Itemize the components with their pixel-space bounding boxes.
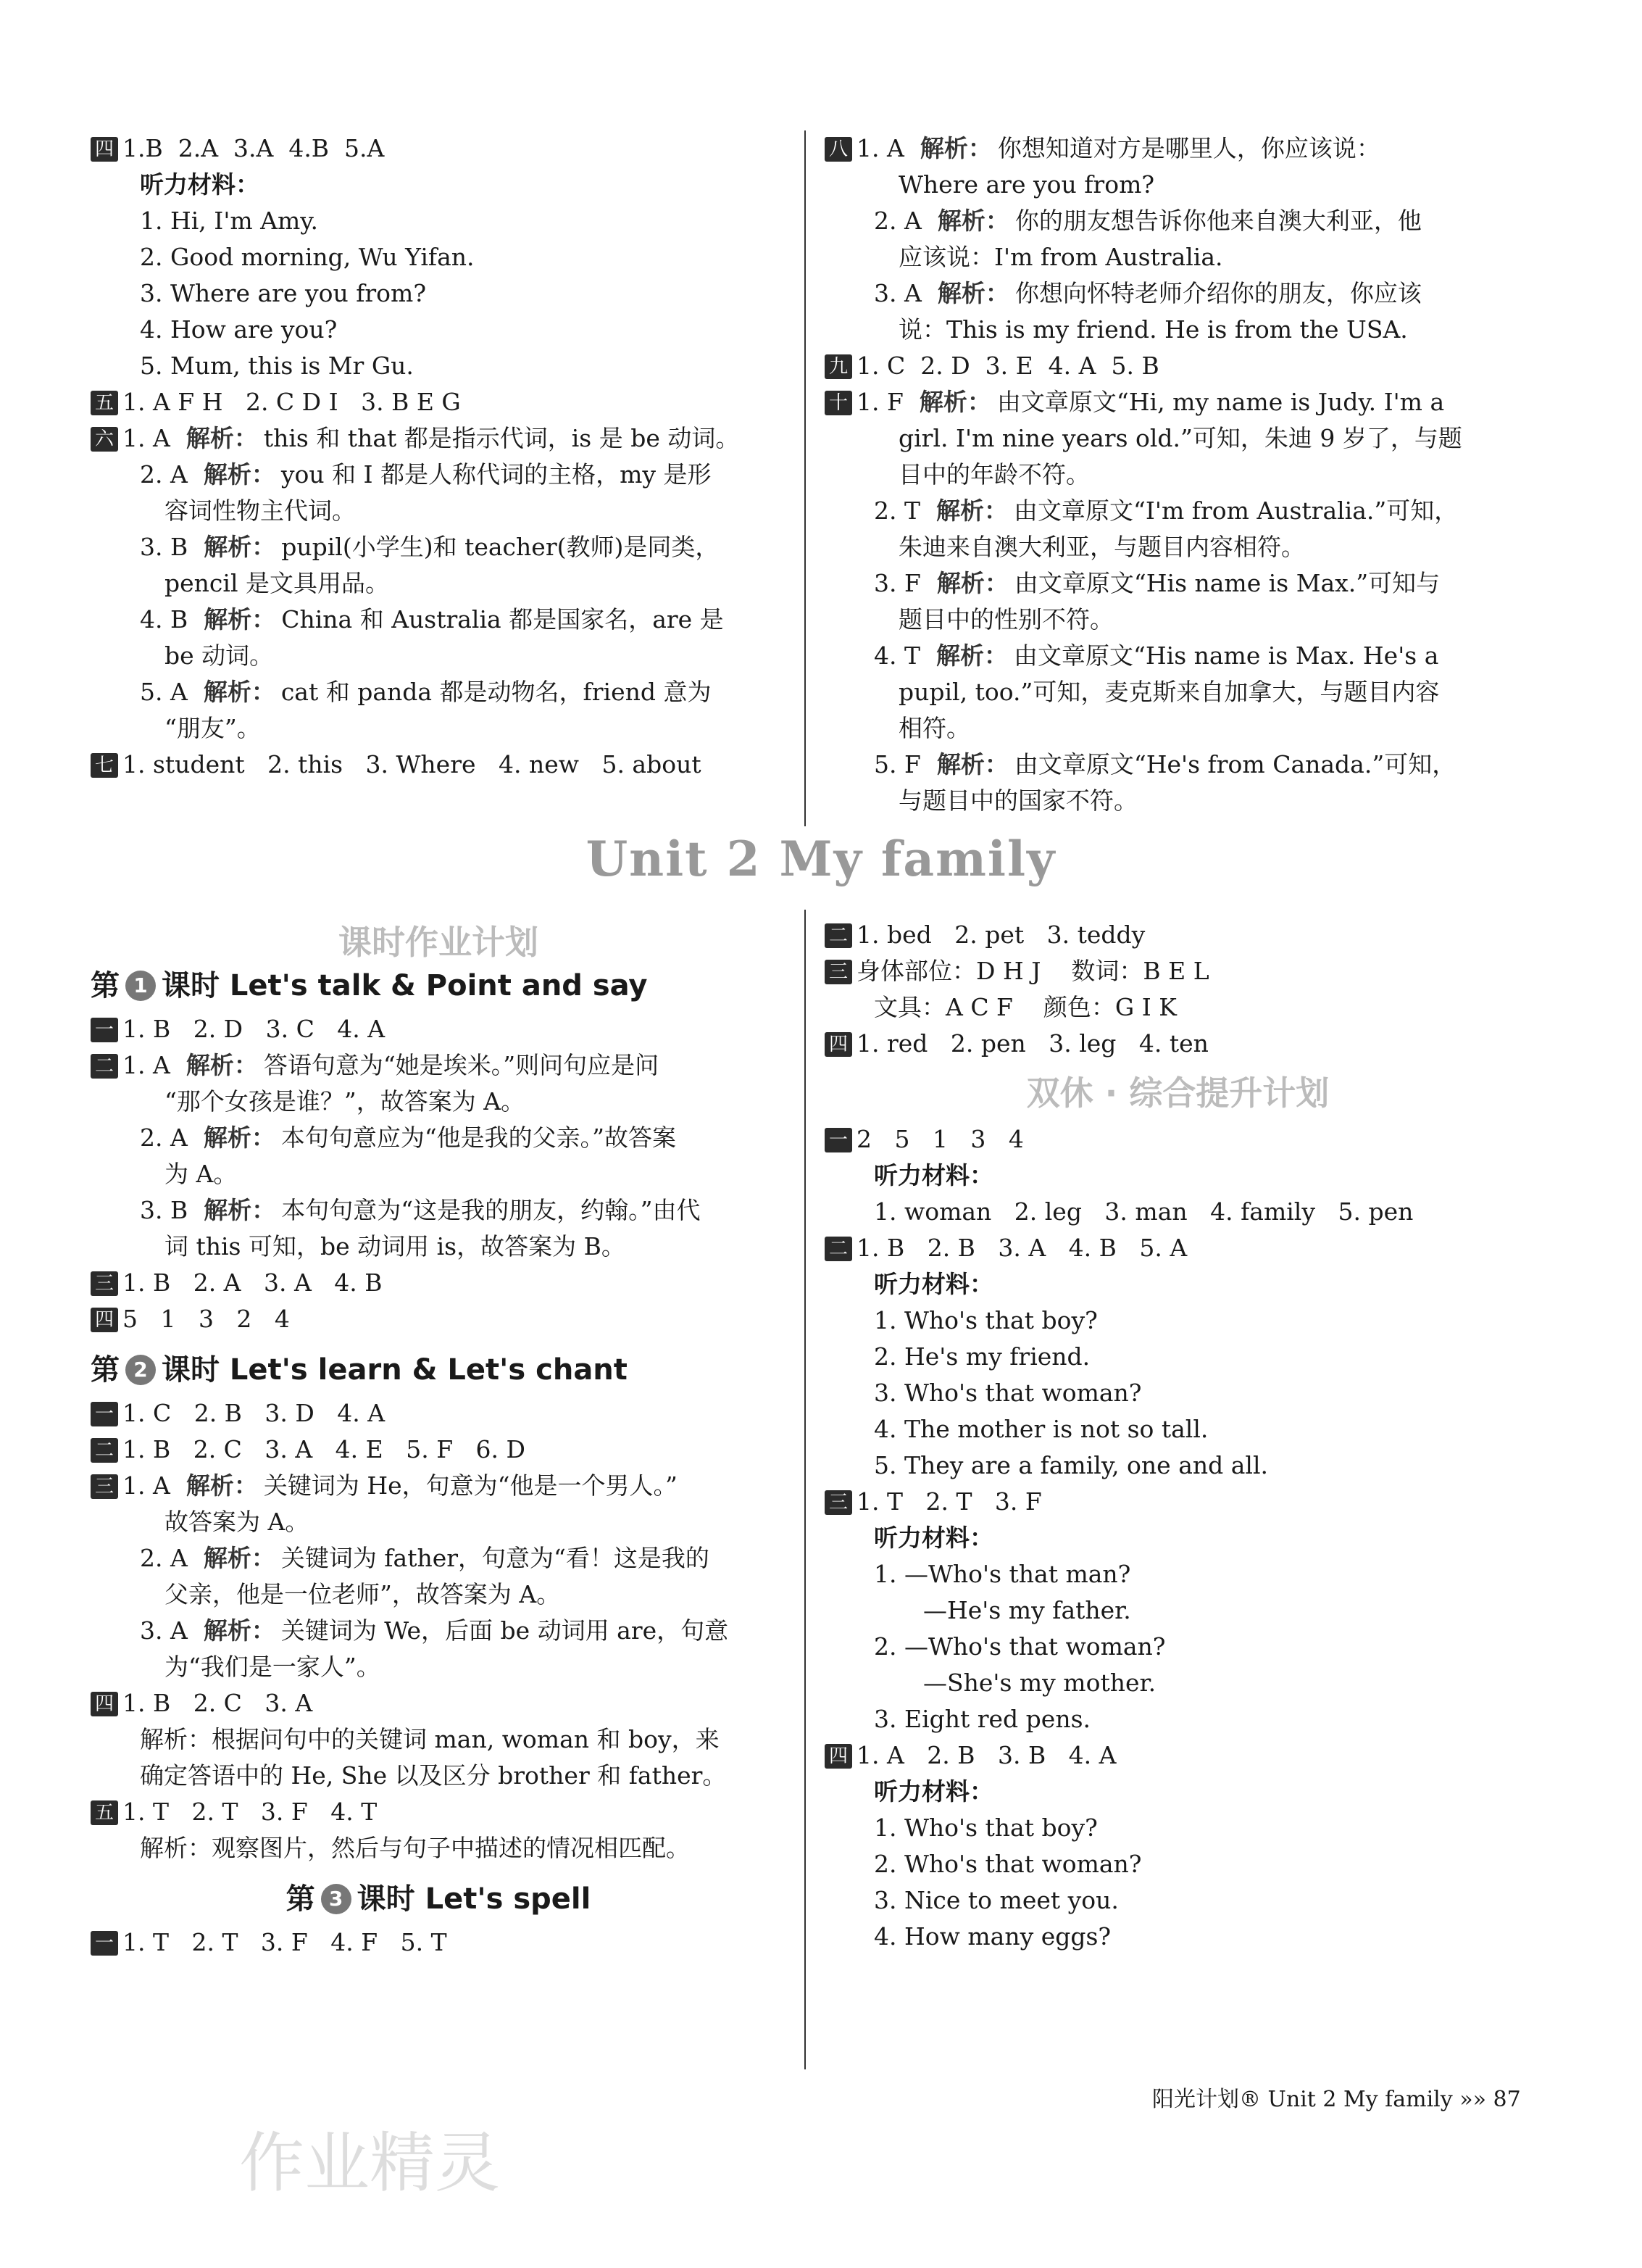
answer-text: 为 A。 [164, 1160, 238, 1188]
lesson-2-number: 2 [125, 1355, 156, 1385]
answer-line [91, 1468, 786, 1504]
watermark: 作业精灵 [239, 2125, 500, 2201]
answer-line [825, 1026, 1531, 1062]
lesson-3-number: 3 [321, 1884, 351, 1914]
answer-line [91, 747, 786, 783]
lesson-2-pre: 第 [91, 1353, 120, 1387]
lesson-2-title [91, 1345, 786, 1395]
answer-text: 4. How are you? [140, 315, 338, 344]
answer-text: 2. He's my friend. [874, 1342, 1091, 1371]
answer-text: —He's my father. [923, 1596, 1131, 1624]
analysis-label: 解析： [936, 497, 1008, 525]
answer-line [91, 1685, 786, 1721]
lesson-1-number: 1 [125, 971, 156, 1001]
answer-line [91, 348, 786, 384]
answer-text: 1. A F H 2. C D I 3. B E G [122, 388, 461, 416]
answer-text: 5. F [874, 750, 921, 778]
answer-text: 3. Nice to meet you. [874, 1886, 1119, 1914]
analysis-label: 解析： [204, 605, 276, 634]
answer-text: 2. T [874, 497, 920, 525]
answer-text: 2. Good morning, Wu Yifan. [140, 243, 475, 271]
left-top-answers [91, 130, 786, 783]
answer-line [825, 457, 1531, 493]
answer-line [825, 783, 1531, 819]
answer-text: 5. A [140, 678, 188, 706]
analysis-text: pupil(小学生)和 teacher(教师)是同类， [281, 533, 720, 561]
answer-text: 为“我们是一家人”。 [164, 1653, 380, 1681]
answer-text: “那个女孩是谁？”，故答案为 A。 [164, 1087, 525, 1116]
section-number: 八 [825, 137, 852, 162]
answer-text: 目中的年龄不符。 [899, 460, 1090, 489]
section-number: 九 [825, 354, 852, 379]
answer-text: 题目中的性别不符。 [899, 605, 1114, 634]
answer-line [825, 1447, 1531, 1484]
section-number: 一 [91, 1402, 118, 1426]
answer-line [825, 203, 1531, 239]
lesson-3-answers [91, 1924, 786, 1961]
answer-text: 1. F [857, 388, 904, 416]
answer-line [825, 1629, 1531, 1665]
answer-line [91, 1540, 786, 1577]
analysis-label: 解析： [937, 279, 1009, 307]
answer-text: 1. A [857, 134, 904, 162]
answer-text: 1. bed 2. pet 3. teddy [857, 921, 1146, 949]
answer-line [91, 1758, 786, 1794]
answer-text: 1. Hi, I'm Amy. [140, 207, 319, 235]
analysis-text: 关键词为 father，句意为“看！这是我的 [280, 1544, 709, 1572]
answer-line [91, 529, 786, 565]
answer-text: 2. Who's that woman? [874, 1850, 1142, 1878]
answer-text: 2. A [874, 207, 922, 235]
section-number: 二 [825, 1237, 852, 1261]
section-number: 一 [825, 1128, 852, 1152]
answer-line [91, 1504, 786, 1540]
answer-line [91, 1830, 786, 1866]
section-number: 四 [91, 137, 118, 162]
analysis-label: 解析： [203, 1544, 275, 1572]
analysis-text: this 和 that 都是指示代词，is 是 be 动词。 [263, 424, 740, 452]
answer-text: “朋友”。 [164, 714, 261, 742]
analysis-label: 解析： [186, 424, 258, 452]
answer-line [825, 710, 1531, 747]
answer-text: 文具：A C F 颜色：G I K [874, 993, 1177, 1021]
answer-line [91, 384, 786, 420]
answer-text: 容词性物主代词。 [164, 497, 356, 525]
answer-text: 解析：根据问句中的关键词 man, woman 和 boy，来 [140, 1725, 720, 1753]
page-footer: 阳光计划® Unit 2 My family »» 87 [1152, 2087, 1521, 2112]
analysis-text: 由文章原文“His name is Max.”可知与 [1014, 569, 1441, 597]
analysis-text: 你想知道对方是哪里人，你应该说： [997, 134, 1380, 162]
section-number: 六 [91, 427, 118, 452]
answer-text: 1. B 2. C 3. A [122, 1689, 313, 1717]
column-divider-bottom [804, 910, 806, 2069]
answer-line [91, 638, 786, 674]
answer-line [825, 529, 1531, 565]
answer-text: 3. Eight red pens. [874, 1705, 1091, 1733]
analysis-text: cat 和 panda 都是动物名，friend 意为 [280, 678, 712, 706]
answer-text: 听力材料： [874, 1777, 993, 1806]
answer-line [825, 1520, 1531, 1556]
answer-line [825, 1665, 1531, 1701]
answer-text: 1. B 2. D 3. C 4. A [122, 1015, 386, 1043]
lesson-2-answers [91, 1395, 786, 1866]
answer-line [91, 1924, 786, 1961]
answer-line [91, 565, 786, 602]
answer-line [91, 203, 786, 239]
analysis-label: 解析： [920, 134, 992, 162]
answer-text: 1. A [122, 424, 170, 452]
answer-line [91, 1229, 786, 1265]
section-number: 三 [91, 1474, 118, 1499]
answer-text: —She's my mother. [923, 1669, 1157, 1697]
weekend-answers [825, 1121, 1531, 1955]
left-unit-section [91, 924, 786, 1961]
answer-text: 1. Who's that boy? [874, 1306, 1098, 1334]
analysis-label: 解析： [936, 750, 1009, 778]
answer-line [825, 953, 1531, 989]
analysis-text: 由文章原文“Hi, my name is Judy. I'm a [996, 388, 1445, 416]
answer-line [825, 348, 1531, 384]
column-divider-top [804, 130, 806, 826]
answer-line [91, 1577, 786, 1613]
answer-line [91, 275, 786, 312]
answer-text: 3. B [140, 533, 188, 561]
answer-line [91, 674, 786, 710]
answer-text: 3. A [140, 1616, 188, 1645]
lesson-3-pre: 第 [286, 1882, 315, 1916]
answer-text: 3. B [140, 1196, 188, 1224]
analysis-label: 解析： [203, 1123, 275, 1152]
answer-text: 2. A [140, 1544, 188, 1572]
answer-line [91, 1084, 786, 1120]
answer-text: 故答案为 A。 [164, 1508, 309, 1536]
answer-text: 听力材料： [874, 1161, 993, 1189]
answer-text: 2. A [140, 460, 188, 489]
answer-line [91, 239, 786, 275]
answer-text: 朱迪来自澳大利亚，与题目内容相符。 [899, 533, 1305, 561]
analysis-label: 解析： [937, 207, 1009, 235]
analysis-label: 解析： [204, 1196, 276, 1224]
lesson-2-text: 课时 Let's learn & Let's chant [162, 1353, 628, 1387]
answer-line [825, 1737, 1531, 1774]
answer-line [825, 565, 1531, 602]
unit-title: Unit 2 My family [585, 831, 1057, 887]
analysis-label: 解析： [186, 1051, 258, 1079]
weekend-plan-banner: 双休 · 综合提升计划 [1026, 1073, 1330, 1113]
answer-line [91, 1794, 786, 1830]
answer-line [825, 1266, 1531, 1303]
analysis-label: 解析： [919, 388, 991, 416]
answer-text: 1. A [122, 1471, 170, 1500]
answer-line [91, 312, 786, 348]
answer-line [825, 989, 1531, 1026]
answer-text: 说：This is my friend. He is from the USA. [899, 315, 1408, 344]
answer-text: 5 1 3 2 4 [122, 1305, 290, 1333]
answer-text: 4. How many eggs? [874, 1922, 1112, 1951]
lesson-3-text: 课时 Let's spell [357, 1882, 591, 1916]
analysis-label: 解析： [203, 460, 275, 489]
answer-line [91, 1156, 786, 1192]
answer-text: 1. B 2. A 3. A 4. B [122, 1268, 383, 1297]
answer-text: 5. They are a family, one and all. [874, 1451, 1269, 1479]
answer-line [825, 1339, 1531, 1375]
answer-text: 1. A 2. B 3. B 4. A [857, 1741, 1117, 1769]
answer-line [91, 167, 786, 203]
answer-text: 1. C 2. B 3. D 4. A [122, 1399, 386, 1427]
answer-text: pencil 是文具用品。 [164, 569, 389, 597]
answer-text: 1. red 2. pen 3. leg 4. ten [857, 1029, 1209, 1058]
answer-text: 1. A [122, 1051, 170, 1079]
analysis-text: 由文章原文“His name is Max. He's a [1014, 641, 1439, 670]
answer-text: 1. B 2. B 3. A 4. B 5. A [857, 1234, 1188, 1262]
answer-line [825, 384, 1531, 420]
lesson-1-title [91, 960, 786, 1011]
section-number: 二 [91, 1054, 118, 1079]
answer-text: 2 5 1 3 4 [857, 1125, 1024, 1153]
answer-line [825, 1701, 1531, 1737]
answer-line [825, 312, 1531, 348]
lesson-1-text: 课时 Let's talk & Point and say [162, 969, 648, 1002]
answer-text: 1. T 2. T 3. F 4. T [122, 1798, 378, 1826]
analysis-text: 本句句意应为“他是我的父亲。”故答案 [280, 1123, 677, 1152]
answer-line [91, 1301, 786, 1337]
analysis-text: China 和 Australia 都是国家名，are 是 [281, 605, 724, 634]
answer-text: 4. The mother is not so tall. [874, 1415, 1209, 1443]
answer-line [91, 710, 786, 747]
section-number: 二 [91, 1438, 118, 1463]
answer-line [825, 1484, 1531, 1520]
answer-line [91, 130, 786, 167]
answer-line [91, 1613, 786, 1649]
section-number: 七 [91, 753, 118, 778]
answer-line [825, 1121, 1531, 1158]
answer-text: 1. student 2. this 3. Where 4. new 5. about [122, 750, 701, 778]
answer-text: 1.B 2.A 3.A 4.B 5.A [122, 134, 385, 162]
answer-text: 父亲，他是一位老师”，故答案为 A。 [164, 1580, 561, 1608]
analysis-text: 你的朋友想告诉你他来自澳大利亚，他 [1014, 207, 1422, 235]
lesson-3-title [91, 1874, 786, 1924]
answer-text: pupil, too.”可知，麦克斯来自加拿大，与题目内容 [899, 678, 1440, 706]
answer-line [825, 1810, 1531, 1846]
answer-line [825, 1592, 1531, 1629]
answer-text: 与题目中的国家不符。 [899, 786, 1138, 815]
answer-line [825, 1375, 1531, 1411]
answer-line [825, 275, 1531, 312]
answer-text: 3. F [874, 569, 921, 597]
answer-line [91, 457, 786, 493]
answer-text: 4. B [140, 605, 188, 634]
answer-text: 2. —Who's that woman? [874, 1632, 1166, 1661]
analysis-label: 解析： [203, 678, 275, 706]
analysis-label: 解析： [936, 569, 1009, 597]
answer-line [825, 1194, 1531, 1230]
answer-line [825, 1411, 1531, 1447]
section-number: 三 [825, 1490, 852, 1515]
right-unit-section [825, 917, 1531, 1955]
answer-text: 听力材料： [874, 1270, 993, 1298]
section-number: 四 [825, 1032, 852, 1057]
section-number: 五 [91, 1800, 118, 1825]
section-number: 三 [825, 960, 852, 984]
answer-line [825, 917, 1531, 953]
answer-line [825, 420, 1531, 457]
section-number: 四 [825, 1744, 852, 1769]
answer-text: 词 this 可知，be 动词用 is，故答案为 B。 [164, 1232, 625, 1260]
answer-text: girl. I'm nine years old.”可知，朱迪 9 岁了，与题 [899, 424, 1462, 452]
answer-line [825, 1556, 1531, 1592]
lesson-1-pre: 第 [91, 969, 120, 1002]
answer-text: be 动词。 [164, 641, 274, 670]
section-number: 四 [91, 1308, 118, 1332]
answer-text: 3. Where are you from? [140, 279, 427, 307]
answer-line [91, 1721, 786, 1758]
answer-line [91, 1649, 786, 1685]
section-number: 一 [91, 1931, 118, 1956]
analysis-text: 关键词为 We，后面 be 动词用 are，句意 [280, 1616, 729, 1645]
answer-line [825, 1882, 1531, 1919]
answer-line [825, 638, 1531, 674]
answer-line [91, 1011, 786, 1047]
answer-line [825, 747, 1531, 783]
answer-line [825, 1774, 1531, 1810]
answer-text: 1. C 2. D 3. E 4. A 5. B [857, 352, 1159, 380]
analysis-text: 由文章原文“I'm from Australia.”可知， [1014, 497, 1459, 525]
answer-line [825, 602, 1531, 638]
answer-line [825, 1230, 1531, 1266]
answer-line [91, 1432, 786, 1468]
answer-line [825, 1303, 1531, 1339]
answer-text: 身体部位：D H J 数词：B E L [857, 957, 1209, 985]
answer-line [91, 1265, 786, 1301]
answer-text: 1. T 2. T 3. F [857, 1487, 1042, 1516]
answer-line [91, 493, 786, 529]
analysis-label: 解析： [936, 641, 1008, 670]
answer-line [91, 602, 786, 638]
answer-line [825, 674, 1531, 710]
answer-text: 1. woman 2. leg 3. man 4. family 5. pen [874, 1197, 1414, 1226]
analysis-text: 你想向怀特老师介绍你的朋友，你应该 [1014, 279, 1422, 307]
answer-line [91, 1047, 786, 1084]
analysis-text: 本句句意为“这是我的朋友，约翰。”由代 [281, 1196, 701, 1224]
answer-text: 解析：观察图片，然后与句子中描述的情况相匹配。 [140, 1834, 690, 1862]
answer-text: Where are you from? [899, 170, 1155, 199]
answer-text: 2. A [140, 1123, 188, 1152]
answer-text: 4. T [874, 641, 920, 670]
answer-text: 听力材料： [874, 1524, 993, 1552]
analysis-label: 解析： [203, 1616, 275, 1645]
answer-text: 确定答语中的 He, She 以及区分 brother 和 father。 [140, 1761, 727, 1790]
answer-text: 1. B 2. C 3. A 4. E 5. F 6. D [122, 1435, 525, 1463]
answer-text: 听力材料： [140, 170, 259, 199]
answer-line [825, 493, 1531, 529]
analysis-text: you 和 I 都是人称代词的主格，my 是形 [280, 460, 712, 489]
answer-line [91, 420, 786, 457]
answer-text: 1. Who's that boy? [874, 1814, 1098, 1842]
answer-text: 1. T 2. T 3. F 4. F 5. T [122, 1928, 447, 1956]
answer-text: 3. Who's that woman? [874, 1379, 1142, 1407]
answer-line [91, 1120, 786, 1156]
section-number: 五 [91, 391, 118, 415]
right-top-answers [825, 130, 1531, 819]
section-number: 二 [825, 923, 852, 948]
answer-line [825, 1919, 1531, 1955]
answer-text: 3. A [874, 279, 922, 307]
section-number: 三 [91, 1271, 118, 1296]
answer-line [825, 167, 1531, 203]
answer-text: 相符。 [899, 714, 970, 742]
analysis-label: 解析： [204, 533, 276, 561]
answer-line [825, 1846, 1531, 1882]
section-number: 一 [91, 1018, 118, 1042]
answer-line [825, 239, 1531, 275]
analysis-text: 答语句意为“她是埃米。”则问句应是问 [263, 1051, 659, 1079]
section-number: 十 [825, 391, 852, 415]
homework-plan-banner: 课时作业计划 [338, 923, 538, 962]
analysis-text: 由文章原文“He's from Canada.”可知， [1014, 750, 1456, 778]
answer-line [825, 130, 1531, 167]
section-number: 四 [91, 1692, 118, 1716]
answer-line [825, 1158, 1531, 1194]
answer-text: 1. —Who's that man? [874, 1560, 1131, 1588]
answer-line [91, 1192, 786, 1229]
analysis-label: 解析： [186, 1471, 258, 1500]
answer-line [91, 1395, 786, 1432]
answer-text: 5. Mum, this is Mr Gu. [140, 352, 414, 380]
answer-text: 应该说：I'm from Australia. [899, 243, 1223, 271]
analysis-text: 关键词为 He，句意为“他是一个男人。” [263, 1471, 678, 1500]
lesson-1-answers [91, 1011, 786, 1337]
unit-answers-right [825, 917, 1531, 1062]
